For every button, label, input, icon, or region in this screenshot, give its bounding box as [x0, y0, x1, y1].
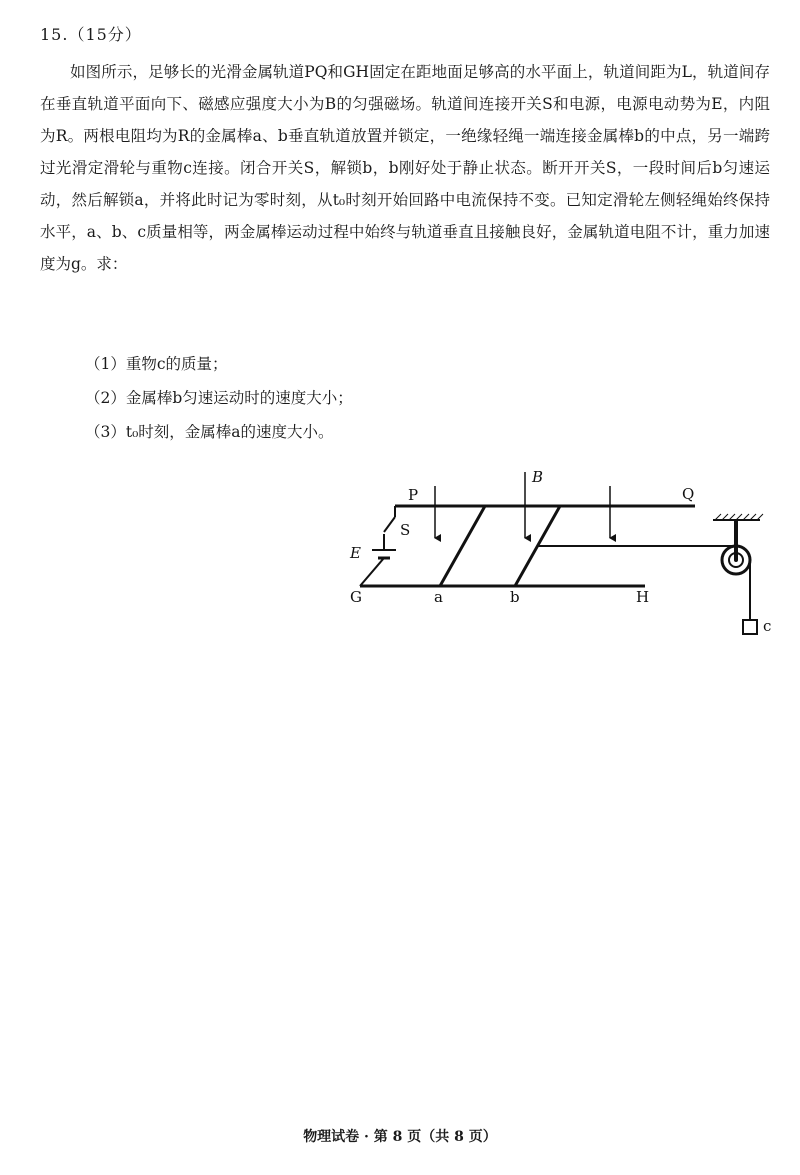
label-g: G: [350, 588, 362, 606]
rod-a: [440, 506, 485, 586]
label-b-field: B: [532, 468, 544, 486]
label-weight-c: c: [763, 617, 772, 635]
label-h: H: [636, 588, 650, 606]
weight-c: [743, 620, 757, 634]
label-p: P: [408, 486, 419, 504]
label-q: Q: [682, 485, 695, 503]
label-rod-a: a: [434, 588, 443, 606]
circuit-diagram: [320, 462, 780, 652]
wire-left-lower: [360, 558, 384, 586]
pulley-axle: [734, 558, 738, 562]
label-rod-b: b: [510, 588, 520, 606]
switch-blade: [384, 517, 395, 532]
sub-question-1: （1）重物c的质量；: [85, 355, 228, 373]
sub-question-3: （3）t₀时刻，金属棒a的速度大小。: [85, 423, 334, 441]
page-footer: 物理试卷 · 第 8 页（共 8 页）: [303, 1129, 497, 1145]
label-e: E: [350, 544, 361, 562]
question-paragraph: 如图所示，足够长的光滑金属轨道PQ和GH固定在距地面足够高的水平面上，轨道间距为L，轨道间存在垂直轨道平面向下、磁感应强度大小为B的匀强磁场。轨道间连接开关S和电源，电源电动势为E，内阻为R。两根电阻均为R的金属棒a、b垂直轨道放置并锁定，一绝缘轻绳一端连接金属棒b的中点，另一端跨过光滑定滑轮与重物c连接。闭合开关S，解锁b，b刚好处于静止状态。断开开关S，一段时间后b匀速运动，然后解锁a，并将此时记为零时刻，从t₀时刻开始回路中电流保持不变。已知定滑轮左侧轻绳始终保持水平，a、b、c质量相等，两金属棒运动过程中始终与轨道垂直且接触良好，金属轨道电阻不计，重力加速度为g。求：: [40, 63, 770, 273]
sub-question-2: （2）金属棒b匀速运动时的速度大小；: [85, 389, 353, 407]
label-s: S: [400, 521, 411, 539]
question-number: 15.（15分）: [40, 25, 142, 44]
